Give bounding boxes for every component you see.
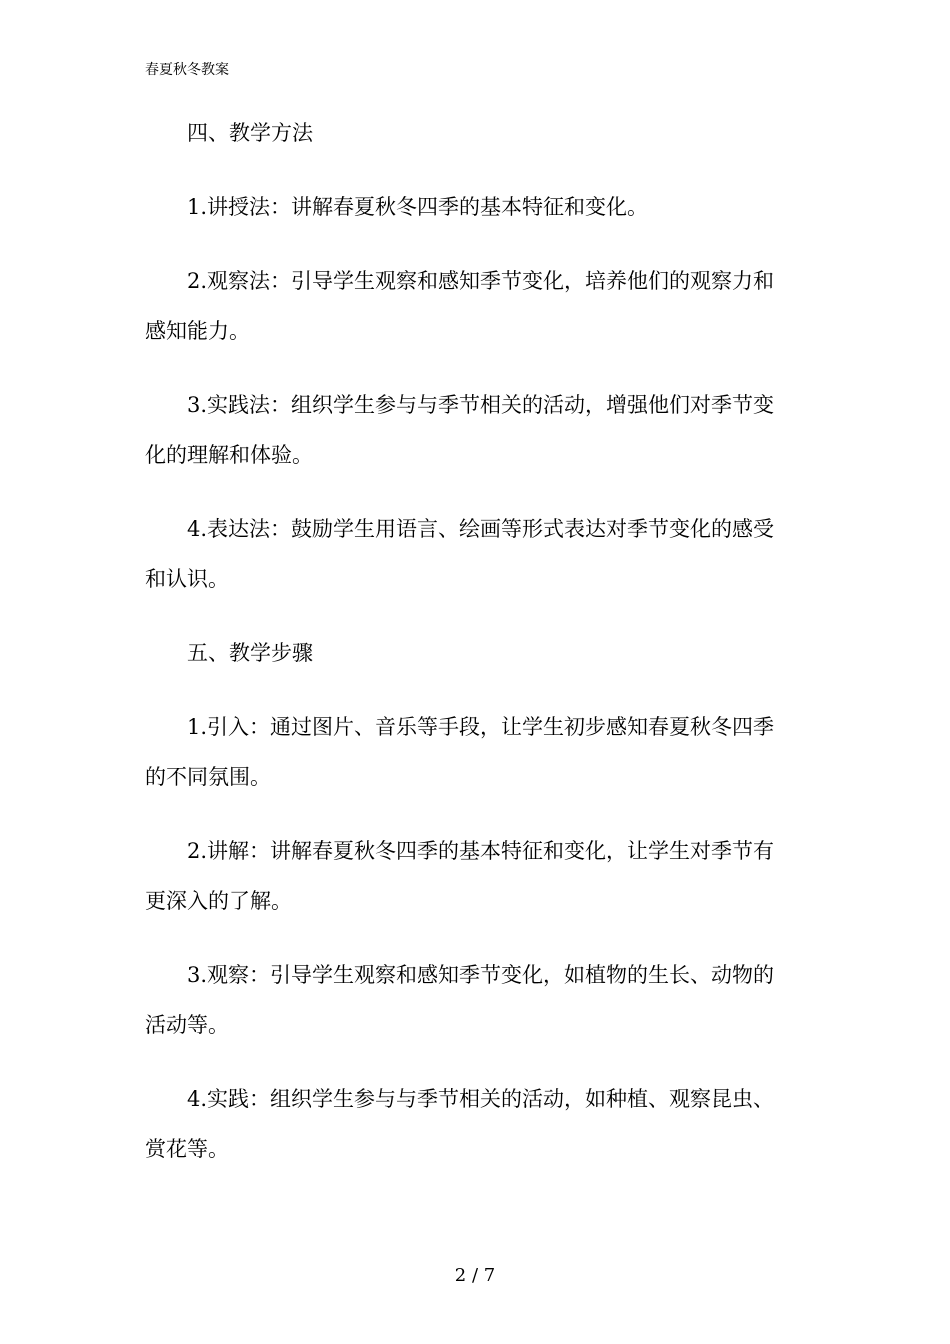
section-heading-teaching-steps: 五、教学步骤: [187, 641, 313, 665]
page-number: 2 / 7: [454, 1265, 496, 1286]
step-item-observation: 3.观察：引导学生观察和感知季节变化，如植物的生长、动物的活动等。: [145, 963, 775, 1037]
step-item-practice: 4.实践：组织学生参与与季节相关的活动，如种植、观察昆虫、赏花等。: [145, 1087, 775, 1161]
step-item-introduction: 1.引入：通过图片、音乐等手段，让学生初步感知春夏秋冬四季的不同氛围。: [145, 715, 775, 789]
step-item-explanation: 2.讲解：讲解春夏秋冬四季的基本特征和变化，让学生对季节有更深入的了解。: [145, 839, 775, 913]
section-heading-teaching-methods: 四、教学方法: [187, 121, 313, 145]
method-item-practice: 3.实践法：组织学生参与与季节相关的活动，增强他们对季节变化的理解和体验。: [145, 393, 775, 467]
method-item-expression: 4.表达法：鼓励学生用语言、绘画等形式表达对季节变化的感受和认识。: [145, 517, 775, 591]
method-item-lecture: 1.讲授法：讲解春夏秋冬四季的基本特征和变化。: [187, 195, 649, 219]
method-item-observation: 2.观察法：引导学生观察和感知季节变化，培养他们的观察力和感知能力。: [145, 269, 775, 343]
document-body: [145, 108, 795, 1198]
running-header: 春夏秋冬教案: [145, 62, 229, 78]
